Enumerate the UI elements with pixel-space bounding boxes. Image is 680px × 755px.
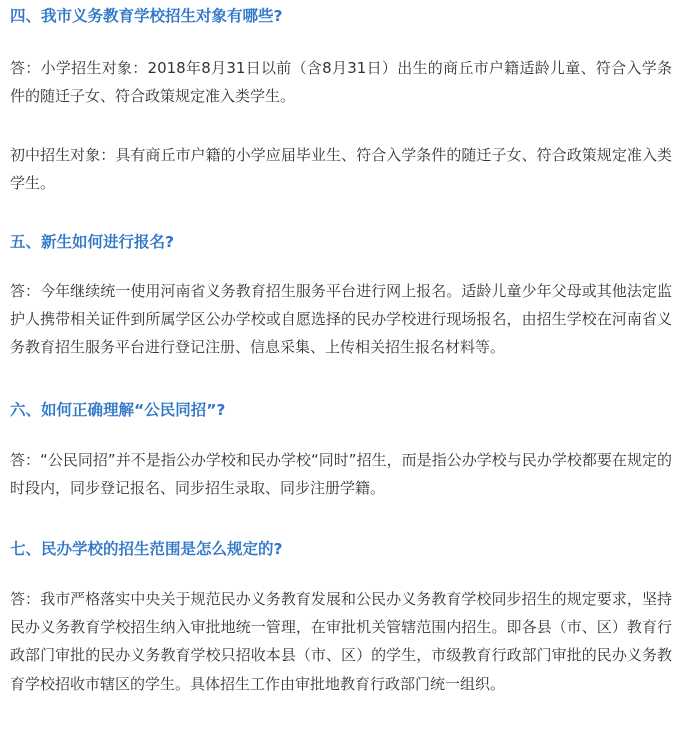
section-7-heading: 七、民办学校的招生范围是怎么规定的? [10,540,283,558]
section-4-heading: 四、我市义务教育学校招生对象有哪些? [10,7,283,25]
section-5-heading: 五、新生如何进行报名? [10,233,174,251]
section-4-answer-primary: 答：小学招生对象：2018年8月31日以前（含8月31日）出生的商丘市户籍适龄儿童、符合入学条件的随迁子女、符合政策规定准入类学生。 [10,59,672,106]
section-6-answer: 答：“公民同招”并不是指公办学校和民办学校“同时”招生，而是指公办学校与民办学校都要在规定的时段内，同步登记报名、同步招生录取、同步注册学籍。 [10,451,672,498]
section-5-answer: 答：今年继续统一使用河南省义务教育招生服务平台进行网上报名。适龄儿童少年父母或其他法定监护人携带相关证件到所属学区公办学校或自愿选择的民办学校进行现场报名，由招生学校在河南省义务教育招生服务平台进行登记注册、信息采集、上传相关招生报名材料等。 [10,282,672,357]
section-6-heading: 六、如何正确理解“公民同招”? [10,401,226,419]
section-7-answer: 答：我市严格落实中央关于规范民办义务教育发展和公民办义务教育学校同步招生的规定要求，坚持民办义务教育学校招生纳入审批地统一管理，在审批机关管辖范围内招生。即各县（市、区）教育行政部门审批的民办义务教育学校只招收本县（市、区）的学生，市级教育行政部门审批的民办义务教育学校招收市辖区的学生。具体招生工作由审批地教育行政部门统一组织。 [10,590,672,693]
section-4-answer-junior: 初中招生对象：具有商丘市户籍的小学应届毕业生、符合入学条件的随迁子女、符合政策规定准入类学生。 [10,146,672,193]
